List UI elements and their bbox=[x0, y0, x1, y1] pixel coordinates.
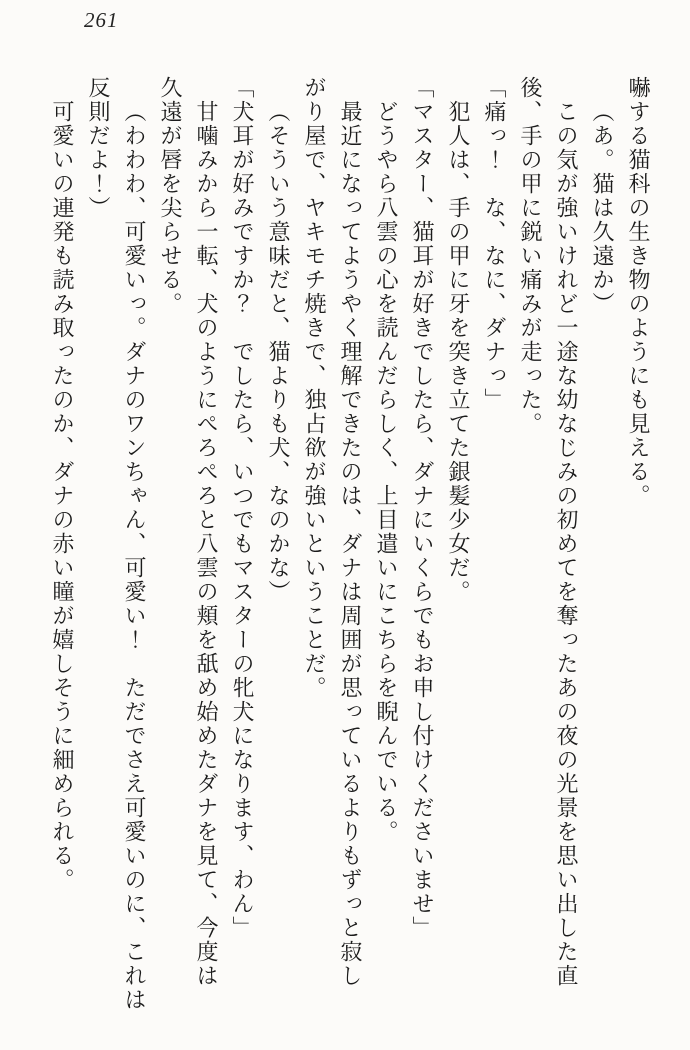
text-line: がり屋で、ヤキモチ焼きで、独占欲が強いということだ。 bbox=[302, 76, 327, 700]
text-line: 「マスター、猫耳が好きでしたら、ダナにいくらでもお申し付けくださいませ」 bbox=[410, 76, 435, 940]
text-line: 嚇する猫科の生き物のようにも見える。 bbox=[626, 76, 651, 508]
text-line: 反則だよ！） bbox=[86, 76, 111, 220]
text-line: （あ。猫は久遠か） bbox=[590, 100, 615, 316]
text-line: 後、手の甲に鋭い痛みが走った。 bbox=[518, 76, 543, 436]
page-body bbox=[44, 76, 656, 1020]
text-line: 「痛っ！ な、なに、ダナっ」 bbox=[482, 76, 507, 412]
text-line: どうやら八雲の心を読んだらしく、上目遣いにこちらを睨んでいる。 bbox=[374, 100, 399, 844]
text-line: 最近になってようやく理解できたのは、ダナは周囲が思っているよりもずっと寂し bbox=[338, 100, 363, 988]
text-line: （わわわ、可愛いっ。ダナのワンちゃん、可愛い！ ただでさえ可愛いのに、これは bbox=[122, 100, 147, 1012]
text-line: 「犬耳が好みですか？ でしたら、いつでもマスターの牝犬になります、わん」 bbox=[230, 76, 255, 940]
text-line: 甘噛みから一転、犬のようにぺろぺろと八雲の頬を舐め始めたダナを見て、今度は bbox=[194, 100, 219, 988]
text-line: （そういう意味だと、猫よりも犬、なのかな） bbox=[266, 100, 291, 604]
text-line: 久遠が唇を尖らせる。 bbox=[158, 76, 183, 316]
text-line: 可愛いの連発も読み取ったのか、ダナの赤い瞳が嬉しそうに細められる。 bbox=[50, 100, 75, 892]
page-number: 261 bbox=[84, 8, 119, 32]
text-line: 犯人は、手の甲に牙を突き立てた銀髪少女だ。 bbox=[446, 100, 471, 604]
text-line: この気が強いけれど一途な幼なじみの初めてを奪ったあの夜の光景を思い出した直 bbox=[554, 100, 579, 988]
